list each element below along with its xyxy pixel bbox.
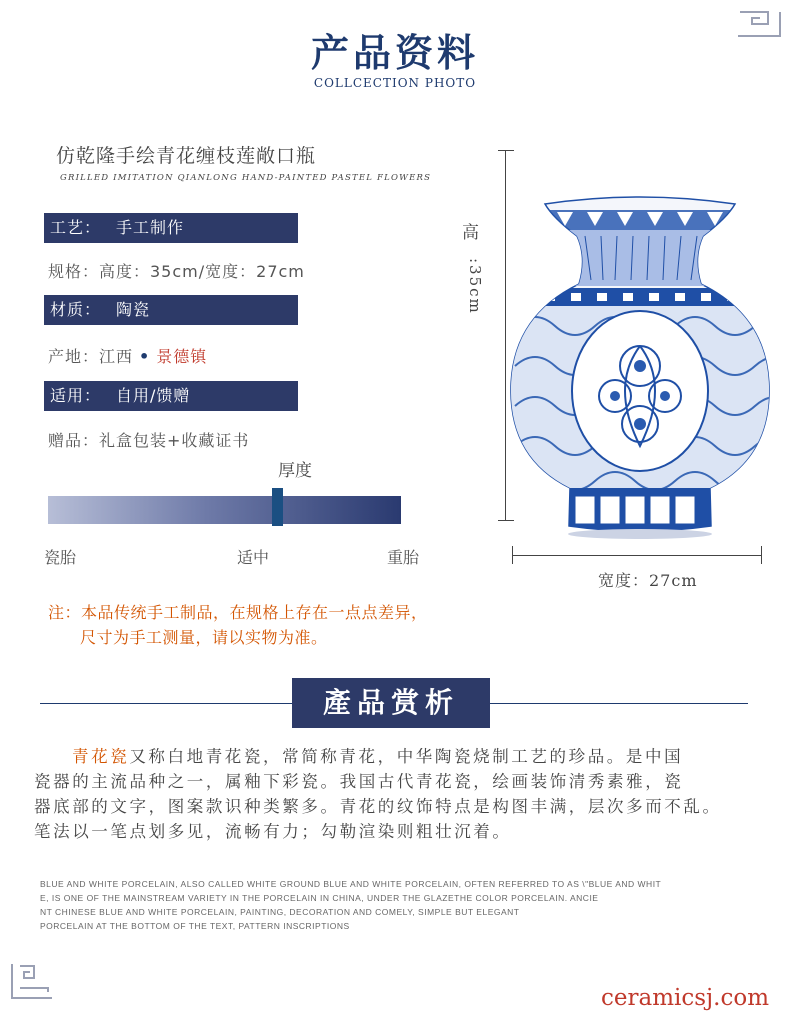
craft-value: 手工制作	[116, 218, 185, 237]
width-dimension-line	[512, 555, 762, 556]
origin-row	[48, 344, 207, 367]
appreciation-line-2: 瓷器的主流品种之一，属釉下彩瓷。我国古代青花瓷，绘画装饰清秀素雅，瓷	[34, 772, 684, 791]
appreciation-en-line-1: BLUE AND WHITE PORCELAIN, ALSO CALLED WHITE GROUND BLUE AND WHITE PORCELAIN, OFTEN REFERRED TO AS \"BLUE AND WHIT	[40, 879, 662, 889]
product-name-en: GRILLED IMITATION QIANLONG HAND-PAINTED PASTEL FLOWERS	[60, 173, 432, 183]
use-label: 适用：	[50, 386, 102, 405]
origin-label: 产地：	[48, 347, 100, 366]
height-label: 高	[462, 223, 479, 243]
note-line-2: 尺寸为手工测量，请以实物为准。	[80, 628, 328, 647]
vase-image	[505, 196, 775, 541]
site-watermark: ceramicsj.com	[601, 985, 770, 1011]
fret-ornament-bottom-left	[8, 962, 56, 1002]
thickness-high-label: 重胎	[387, 548, 420, 567]
appreciation-line-4: 笔法以一笔点划多见，流畅有力；勾勒渲染则粗壮沉着。	[34, 822, 512, 841]
note-line-1: 注：本品传统手工制品，在规格上存在一点点差异，	[48, 603, 428, 622]
appreciation-english	[40, 877, 720, 933]
origin-city: 景德镇	[156, 347, 208, 366]
thickness-low-label: 瓷胎	[44, 548, 77, 567]
appreciation-line-3: 器底部的文字，图案款识种类繁多。青花的纹饰特点是构图丰满，层次多而不乱。	[34, 797, 722, 816]
width-label: 宽度：27cm	[598, 571, 698, 590]
size-row: 规格：高度：35cm/宽度：27cm	[48, 262, 305, 281]
appreciation-line-1: 又称白地青花瓷，常简称青花，中华陶瓷烧制工艺的珍品。是中国	[129, 747, 684, 766]
fret-ornament-top-right	[738, 8, 782, 42]
thickness-scale-bar	[48, 496, 401, 524]
page-subtitle: COLLCECTION PHOTO	[313, 76, 477, 90]
craft-bar	[44, 213, 298, 243]
appreciation-title: 產品赏析	[292, 678, 490, 728]
section-rule-left	[40, 703, 292, 704]
gift-row: 赠品：礼盒包装+收藏证书	[48, 431, 250, 450]
origin-region: 江西	[99, 347, 134, 366]
appreciation-en-line-4: PORCELAIN AT THE BOTTOM OF THE TEXT, PATTERN INSCRIPTIONS	[40, 921, 350, 931]
use-value: 自用/馈赠	[116, 386, 191, 405]
width-dimension-right-tick	[761, 546, 762, 564]
thickness-mid-label: 适中	[237, 548, 270, 567]
origin-dot: •	[139, 347, 151, 366]
thickness-marker	[272, 488, 283, 526]
thickness-label: 厚度	[278, 461, 312, 481]
appreciation-lead: 青花瓷	[72, 747, 130, 766]
material-label: 材质：	[50, 300, 102, 319]
material-bar	[44, 295, 298, 325]
height-dimension-top-tick	[498, 150, 514, 151]
use-bar	[44, 381, 298, 411]
appreciation-en-line-3: NT CHINESE BLUE AND WHITE PORCELAIN, PAINTING, DECORATION AND COMELY, SIMPLE BUT ELEGANT	[40, 907, 520, 917]
section-rule-right	[490, 703, 748, 704]
width-dimension-left-tick	[512, 546, 513, 564]
material-value: 陶瓷	[116, 300, 151, 319]
height-value: :35cm	[466, 258, 484, 315]
craft-label: 工艺：	[50, 218, 102, 237]
page-title: 产品资料	[310, 30, 479, 75]
product-name: 仿乾隆手绘青花缠枝莲敞口瓶	[56, 145, 317, 167]
appreciation-en-line-2: E, IS ONE OF THE MAINSTREAM VARIETY IN THE PORCELAIN IN CHINA, UNDER THE GLAZETHE COLOR PORCELAIN. ANCIE	[40, 893, 599, 903]
appreciation-paragraph	[34, 744, 754, 844]
